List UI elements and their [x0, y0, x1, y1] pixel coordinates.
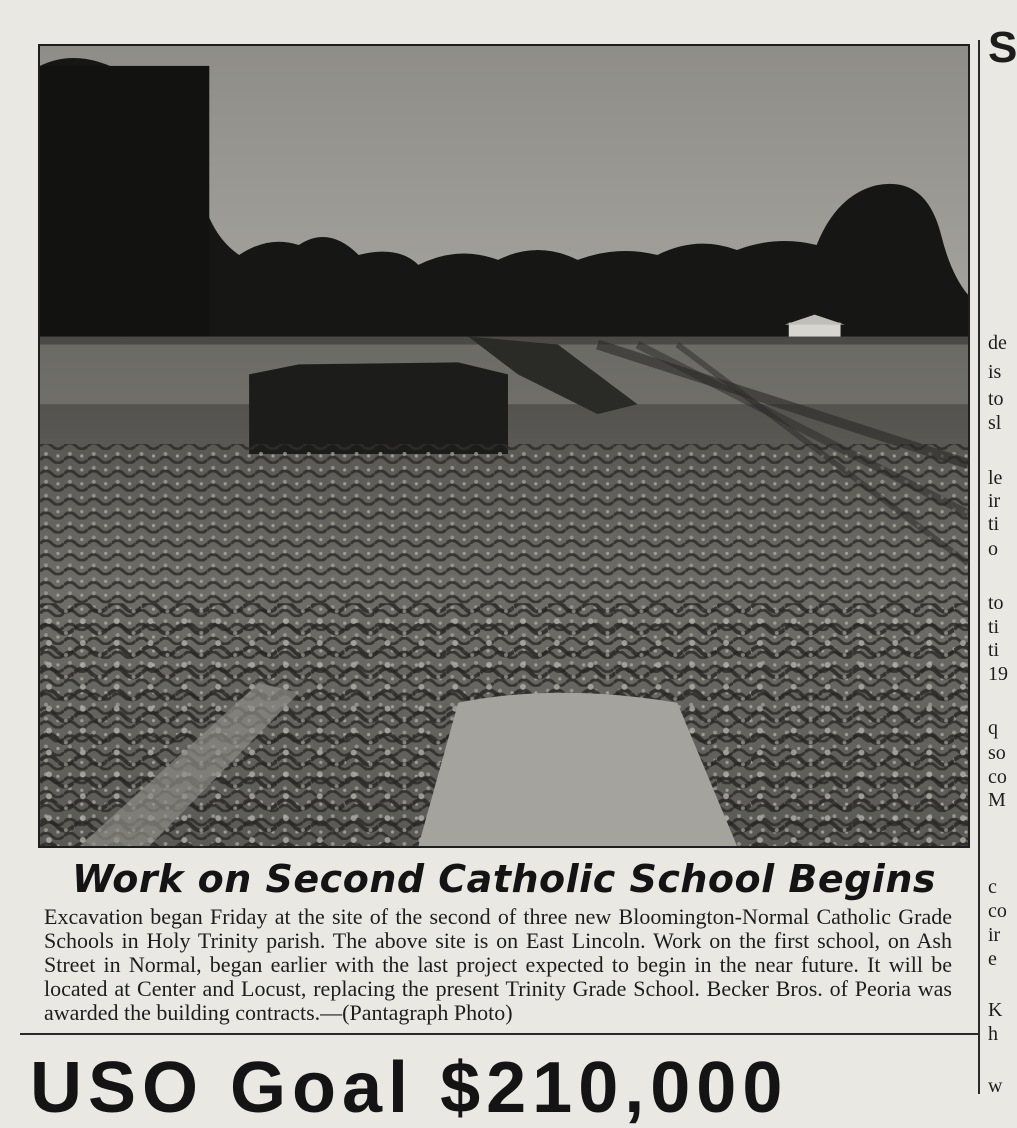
cutoff-text: c — [988, 876, 997, 898]
cutoff-text: le — [988, 467, 1003, 489]
cutoff-text: to — [988, 388, 1004, 410]
cutoff-text: co — [988, 900, 1007, 922]
next-headline-text: USO Goal $210,000 — [30, 1048, 789, 1128]
next-headline-cutoff — [30, 1048, 930, 1128]
cutoff-text: ti — [988, 616, 1000, 638]
cutoff-text: h — [988, 1023, 998, 1045]
cutoff-text: K — [988, 999, 1003, 1021]
cutoff-text: is — [988, 361, 1002, 383]
cutoff-text: co — [988, 766, 1007, 788]
column-rule — [978, 40, 980, 1094]
section-rule — [20, 1033, 978, 1035]
cutoff-text: de — [988, 332, 1007, 354]
adjacent-column-cutoff — [988, 0, 1017, 1097]
cutoff-text: e — [988, 948, 997, 970]
cutoff-text: o — [988, 538, 998, 560]
cutoff-text: ir — [988, 490, 1001, 512]
photo-caption: Excavation began Friday at the site of the second of three new Bloomington-Normal Catholic Grade Schools in Holy Trinity parish. The above site is on East Lincoln. Work on the first school, on Ash Street in Normal, began earlier with the last project expected to begin in the near future. It will be located at Center and Locust, replacing the present Trinity Grade School. Becker Bros. of Peoria was awarded the building contracts.—(Pantagraph Photo) — [44, 904, 952, 1025]
cutoff-text: w — [988, 1075, 1003, 1097]
cutoff-text: sl — [988, 412, 1002, 434]
cutoff-headline-letter: S — [988, 23, 1017, 72]
cutoff-text: 19 — [988, 663, 1008, 685]
cutoff-text: M — [988, 789, 1006, 811]
cutoff-text: to — [988, 592, 1004, 614]
excavation-photo — [38, 44, 970, 848]
cutoff-text: ti — [988, 513, 1000, 535]
cutoff-text: ir — [988, 924, 1001, 946]
cutoff-text: ti — [988, 639, 1000, 661]
headline: Work on Second Catholic School Begins — [71, 857, 937, 901]
photo-drawing — [40, 46, 968, 846]
cutoff-text: q — [988, 717, 998, 739]
cutoff-text: so — [988, 742, 1006, 764]
